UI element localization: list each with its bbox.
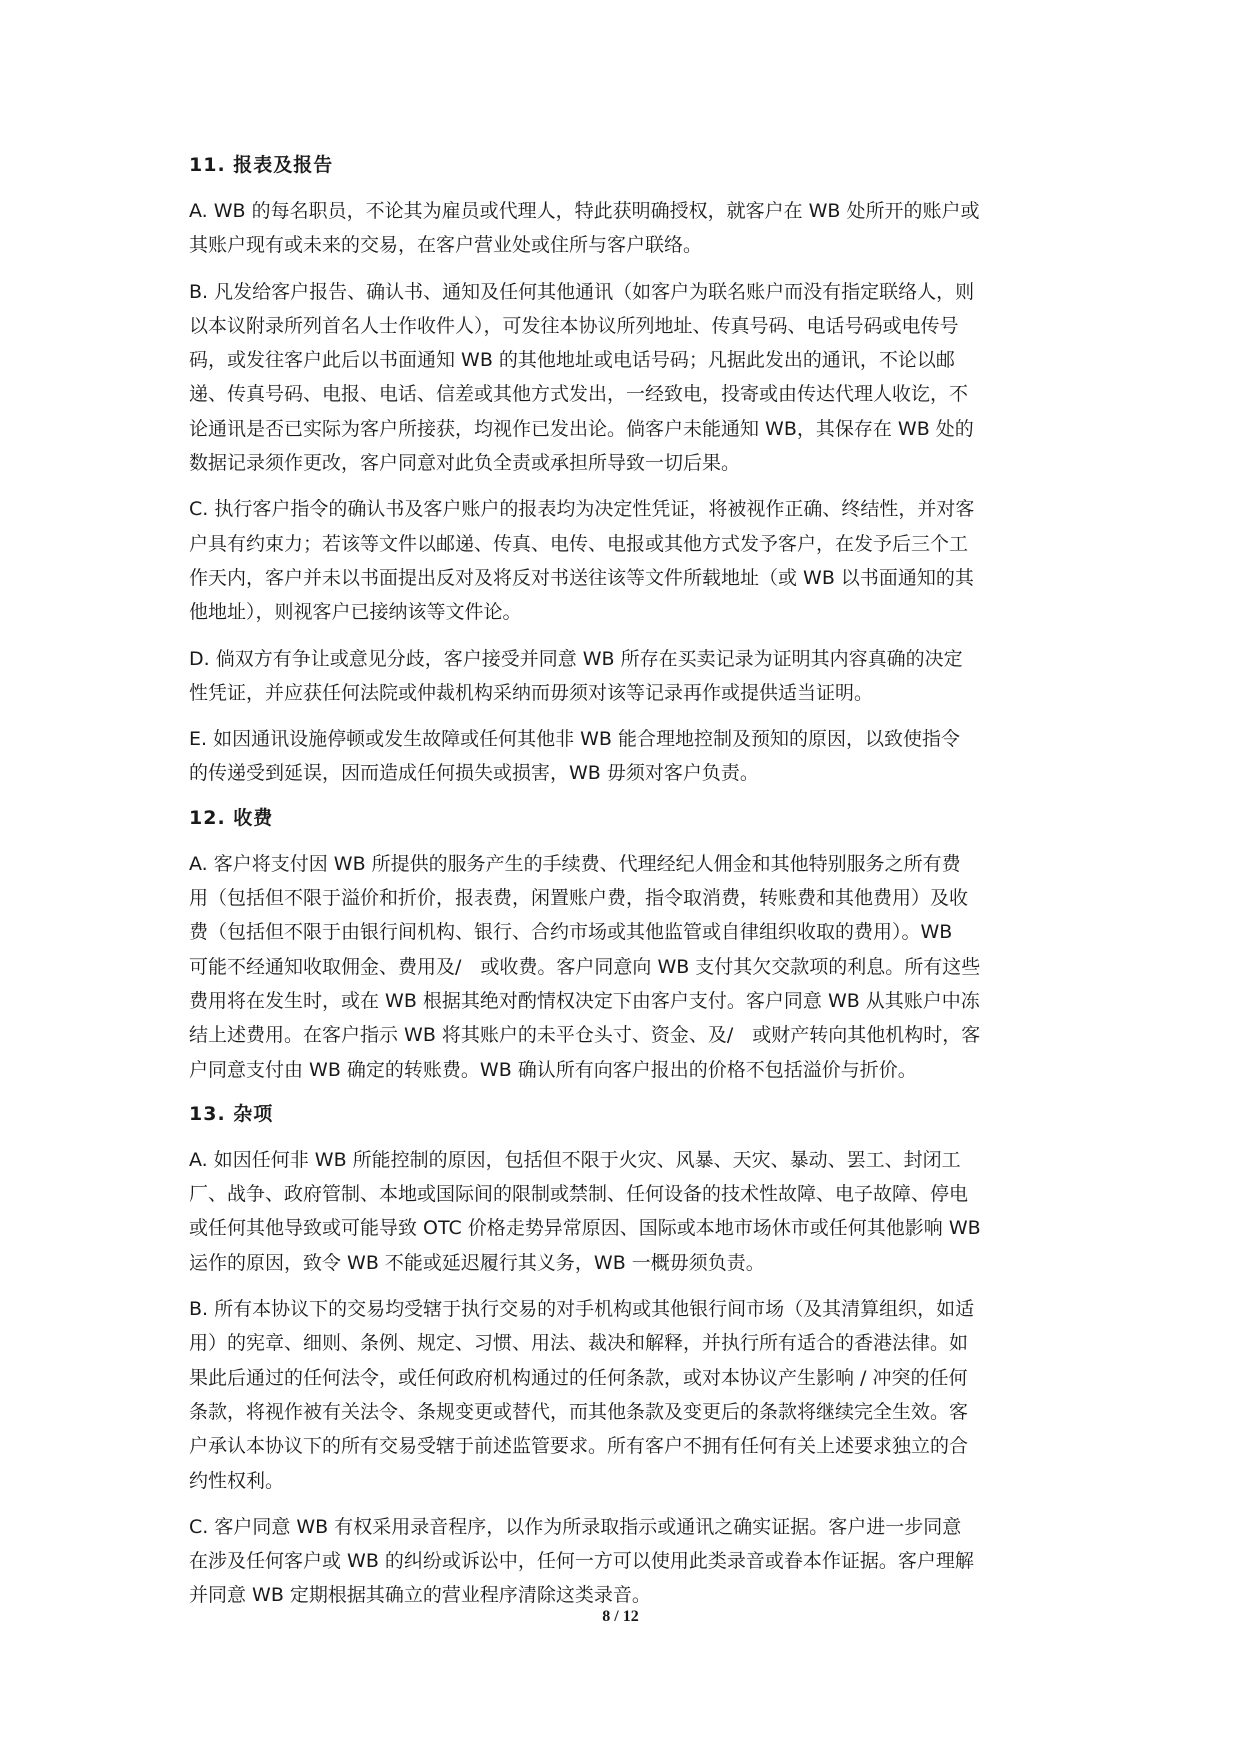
section-fees	[189, 803, 1059, 1087]
text-line: C. 执行客户指令的确认书及客户账户的报表均为决定性凭证，将被视作正确、终结性，并对客	[189, 498, 975, 521]
text-line: 户具有约束力；若该等文件以邮递、传真、电传、电报或其他方式发予客户，在发予后三个工	[189, 532, 969, 555]
text-line: C. 客户同意 WB 有权采用录音程序，以作为所录取指示或通讯之确实证据。客户进一步同意	[189, 1515, 962, 1538]
text-line: 码，或发往客户此后以书面通知 WB 的其他地址或电话号码；凡据此发出的通讯，不论以邮	[189, 349, 955, 372]
text-line: A. 客户将支付因 WB 所提供的服务产生的手续费、代理经纪人佣金和其他特别服务之所有费	[189, 852, 961, 875]
clause-paragraph	[189, 1292, 1059, 1498]
text-line: 他地址），则视客户已接纳该等文件论。	[189, 601, 522, 624]
text-line: 作天内，客户并未以书面提出反对及将反对书送往该等文件所载地址（或 WB 以书面通知的其	[189, 566, 974, 589]
text-line: 性凭证，并应获任何法院或仲裁机构采纳而毋须对该等记录再作或提供适当证明。	[189, 681, 874, 704]
clause-paragraph	[189, 492, 1059, 629]
clause-paragraph	[189, 722, 1059, 791]
text-line: B. 所有本协议下的交易均受辖于执行交易的对手机构或其他银行间市场（及其清算组织，如适	[189, 1298, 975, 1321]
text-line: 其账户现有或未来的交易，在客户营业处或住所与客户联络。	[189, 234, 703, 257]
text-line: 递、传真号码、电报、电话、信差或其他方式发出，一经致电，投寄或由传达代理人收讫，不	[189, 383, 969, 406]
text-line: 结上述费用。在客户指示 WB 将其账户的未平仓头寸、资金、及/ 或财产转向其他机构时，客	[189, 1024, 981, 1047]
text-line: A. 如因任何非 WB 所能控制的原因，包括但不限于火灾、风暴、天灾、暴动、罢工、封闭工	[189, 1148, 961, 1171]
text-line: 或任何其他导致或可能导致 OTC 价格走势异常原因、国际或本地市场休市或任何其他影响 WB	[189, 1217, 981, 1240]
text-line: 数据记录须作更改，客户同意对此负全责或承担所导致一切后果。	[189, 452, 741, 475]
text-line: 户同意支付由 WB 确定的转账费。WB 确认所有向客户报出的价格不包括溢价与折价。	[189, 1058, 917, 1081]
clause-paragraph	[189, 847, 1059, 1087]
text-line: E. 如因通讯设施停顿或发生故障或任何其他非 WB 能合理地控制及预知的原因，以致使指令	[189, 728, 960, 751]
text-line: 户承认本协议下的所有交易受辖于前述监管要求。所有客户不拥有任何有关上述要求独立的合	[189, 1435, 969, 1458]
text-line: 在涉及任何客户或 WB 的纠纷或诉讼中，任何一方可以使用此类录音或眷本作证据。客户理解	[189, 1550, 974, 1573]
section-reports	[189, 150, 1059, 791]
clause-paragraph	[189, 1143, 1059, 1280]
clause-paragraph	[189, 1510, 1059, 1613]
text-line: 用（包括但不限于溢价和折价，报表费，闲置账户费，指令取消费，转账费和其他费用）及收	[189, 887, 969, 910]
section-heading: 12. 收费	[189, 806, 274, 829]
clause-paragraph	[189, 642, 1059, 711]
text-line: 费用将在发生时，或在 WB 根据其绝对酌情权决定下由客户支付。客户同意 WB 从其账户中冻	[189, 989, 980, 1012]
text-line: 条款，将视作被有关法令、条规变更或替代，而其他条款及变更后的条款将继续完全生效。客	[189, 1400, 969, 1423]
text-line: 约性权利。	[189, 1469, 285, 1492]
text-line: 厂、战争、政府管制、本地或国际间的限制或禁制、任何设备的技术性故障、电子故障、停电	[189, 1183, 969, 1206]
text-line: B. 凡发给客户报告、确认书、通知及任何其他通讯（如客户为联名账户而没有指定联络人，则	[189, 280, 975, 303]
text-line: 以本议附录所列首名人士作收件人），可发往本协议所列地址、传真号码、电话号码或电传号	[189, 314, 959, 337]
text-line: 可能不经通知收取佣金、费用及/ 或收费。客户同意向 WB 支付其欠交款项的利息。所有这些	[189, 955, 981, 978]
text-line: 论通讯是否已实际为客户所接获，均视作已发出论。倘客户未能通知 WB，其保存在 WB 处的	[189, 417, 974, 440]
page-number: 8 / 12	[602, 1608, 639, 1625]
text-line: 费（包括但不限于由银行间机构、银行、合约市场或其他监管或自律组织收取的费用）。WB	[189, 921, 953, 944]
section-heading: 11. 报表及报告	[189, 154, 334, 176]
clause-paragraph	[189, 275, 1059, 481]
document-page	[189, 150, 1059, 1625]
text-line: 的传递受到延误，因而造成任何损失或损害，WB 毋须对客户负责。	[189, 762, 759, 785]
text-line: D. 倘双方有争让或意见分歧，客户接受并同意 WB 所存在买卖记录为证明其内容真确的决定	[189, 647, 963, 670]
clause-paragraph	[189, 194, 1059, 263]
section-miscellaneous	[189, 1099, 1059, 1613]
section-heading: 13. 杂项	[189, 1102, 274, 1125]
text-line: 并同意 WB 定期根据其确立的营业程序清除这类录音。	[189, 1584, 651, 1607]
text-line: 果此后通过的任何法令，或任何政府机构通过的任何条款，或对本协议产生影响 / 冲突的任何	[189, 1366, 968, 1389]
text-line: A. WB 的每名职员，不论其为雇员或代理人，特此获明确授权，就客户在 WB 处所开的账户或	[189, 200, 980, 222]
text-line: 用）的宪章、细则、条例、规定、习惯、用法、裁决和解释，并执行所有适合的香港法律。如	[189, 1332, 969, 1355]
text-line: 运作的原因，致令 WB 不能或延迟履行其义务，WB 一概毋须负责。	[189, 1251, 765, 1274]
